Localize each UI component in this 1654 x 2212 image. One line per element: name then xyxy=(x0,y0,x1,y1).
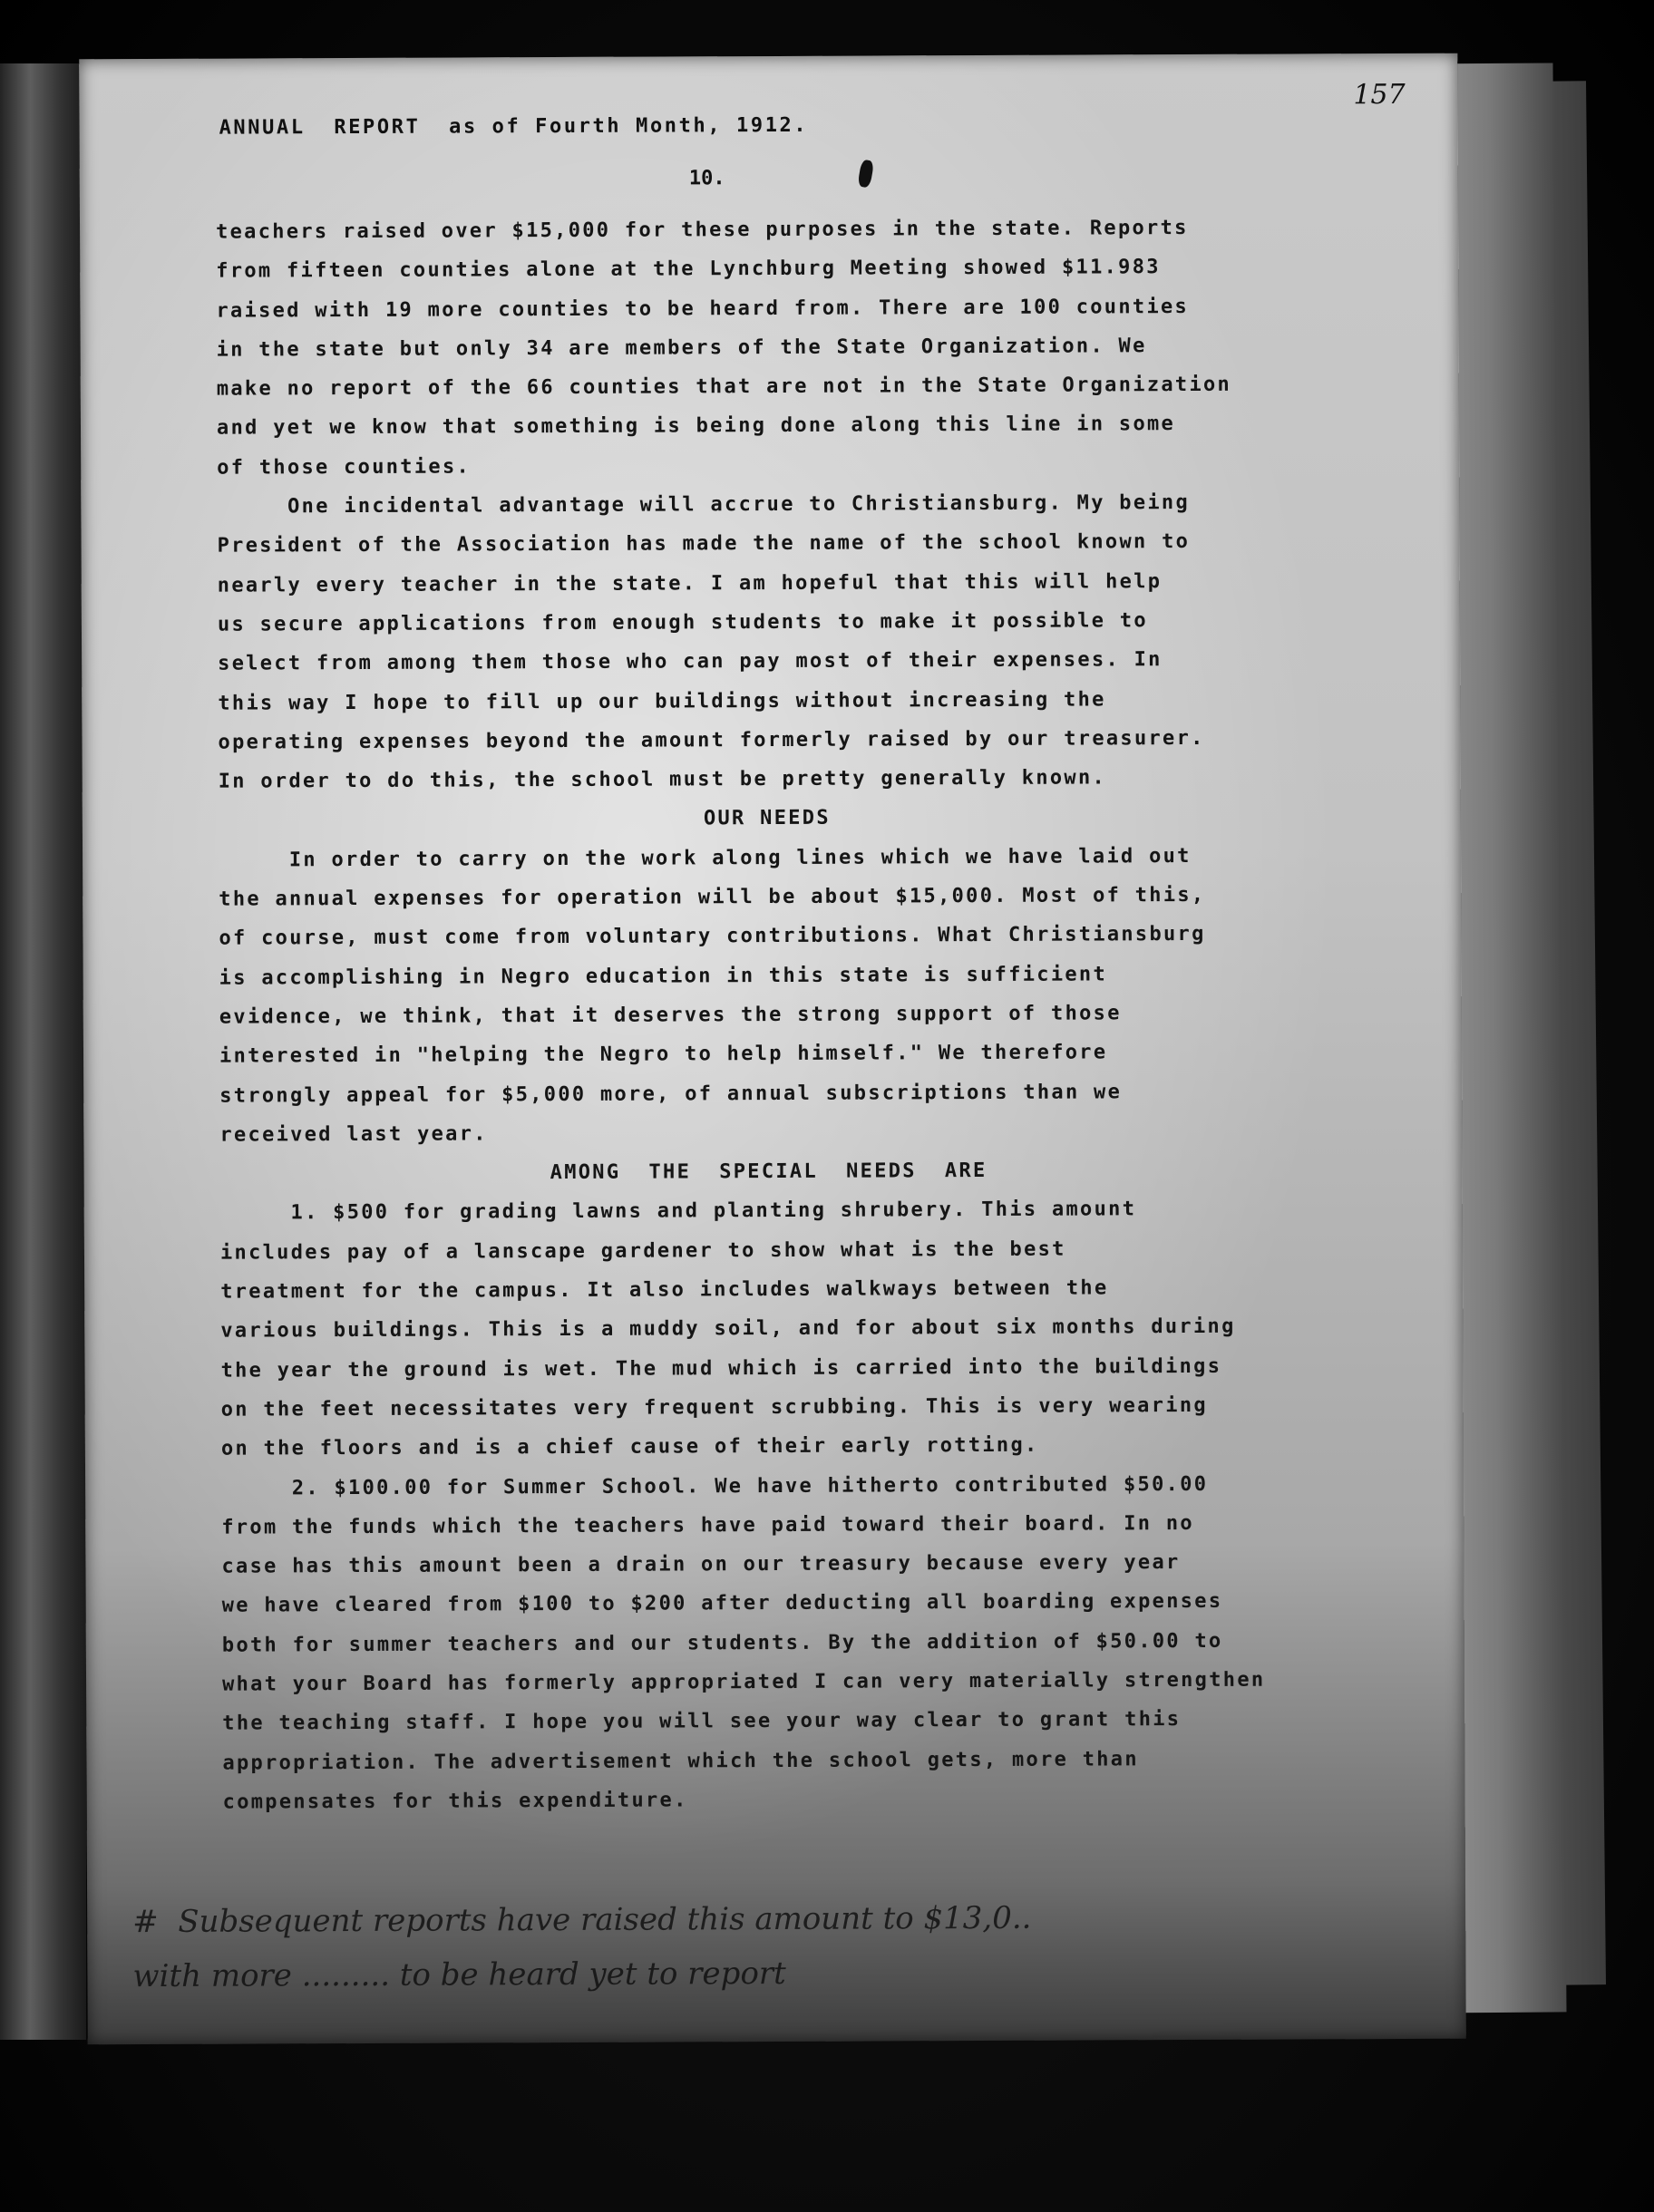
text-line: the teaching staff. I hope you will see your way clear to grant this xyxy=(222,1708,1182,1735)
text-line: case has this amount been a drain on our treasury because every year xyxy=(221,1551,1181,1578)
text-line: the year the ground is wet. The mud which is carried into the buildings xyxy=(220,1354,1222,1382)
text-line: strongly appeal for $5,000 more, of annual subscriptions than we xyxy=(219,1080,1123,1108)
text-line: includes pay of a lanscape gardener to show what is the best xyxy=(219,1237,1066,1265)
typed-page-number: 10. xyxy=(688,167,725,190)
text-line: from fifteen counties alone at the Lynchburg Meeting showed $11.983 xyxy=(216,256,1161,283)
text-line: on the feet necessitates very frequent scrubbing. This is very wearing xyxy=(220,1393,1208,1421)
text-line: us secure applications from enough students to make it possible to xyxy=(217,609,1148,636)
document-page xyxy=(79,53,1466,2045)
text-line: evidence, we think, that it deserves the strong support of those xyxy=(219,1002,1122,1029)
section-heading: AMONG THE SPECIAL NEEDS ARE xyxy=(550,1159,988,1185)
text-line: teachers raised over $15,000 for these purposes in the state. Reports xyxy=(216,216,1189,244)
text-line: appropriation. The advertisement which the school gets, more than xyxy=(222,1747,1139,1775)
typed-body-text xyxy=(216,208,1438,1822)
text-line: In order to do this, the school must be pretty generally known. xyxy=(218,766,1107,793)
ink-smudge xyxy=(857,160,874,189)
text-line: of those counties. xyxy=(217,455,472,480)
text-line: in the state but only 34 are members of the State Organization. We xyxy=(216,335,1147,362)
text-line: select from among them those who can pay most of their expenses. In xyxy=(218,648,1163,675)
text-line: of course, must come from voluntary contributions. What Christiansburg xyxy=(219,923,1206,951)
text-line: treatment for the campus. It also includes walkways between the xyxy=(220,1276,1109,1304)
text-line: and yet we know that something is being done along this line in some xyxy=(216,412,1176,441)
text-line: One incidental advantage will accrue to Christiansburg. My being xyxy=(217,491,1191,519)
handwritten-note-line: # Subsequent reports have raised this amount to $13,0.. xyxy=(132,1899,1032,1941)
text-line: make no report of the 66 counties that are not in the State Organization xyxy=(216,373,1232,401)
handwritten-page-number: 157 xyxy=(1353,78,1406,112)
text-line: various buildings. This is a muddy soil, and for about six months during xyxy=(220,1315,1236,1343)
text-line: the annual expenses for operation will be about $15,000. Most of this, xyxy=(219,883,1206,911)
text-line: received last year. xyxy=(219,1122,488,1147)
text-line: 1. $500 for grading lawns and planting shrubery. This amount xyxy=(219,1198,1137,1226)
handwritten-footnote xyxy=(132,1889,1421,2003)
text-line: operating expenses beyond the amount formerly raised by our treasurer. xyxy=(218,726,1205,754)
text-line: In order to carry on the work along lines which we have laid out xyxy=(219,844,1192,872)
text-line: 2. $100.00 for Summer School. We have hitherto contributed $50.00 xyxy=(221,1472,1209,1500)
text-line: is accomplishing in Negro education in this state is sufficient xyxy=(219,963,1108,990)
text-line: on the floors and is a chief cause of their early rotting. xyxy=(220,1433,1039,1460)
text-line: compensates for this expenditure. xyxy=(222,1789,688,1814)
text-line: from the funds which the teachers have paid toward their board. In no xyxy=(221,1511,1194,1539)
text-line: we have cleared from $100 to $200 after deducting all boarding expenses xyxy=(221,1590,1223,1618)
text-line: nearly every teacher in the state. I am hopeful that this will help xyxy=(217,569,1163,597)
text-line: raised with 19 more counties to be heard from. There are 100 counties xyxy=(216,295,1190,323)
handwritten-note-line: with more ......... to be heard yet to report xyxy=(132,1955,786,1995)
adjacent-page-edge xyxy=(0,63,86,2040)
text-line: this way I hope to fill up our buildings without increasing the xyxy=(218,687,1106,715)
text-line: President of the Association has made the name of the school known to xyxy=(217,530,1191,558)
report-header: ANNUAL REPORT as of Fourth Month, 1912. xyxy=(219,113,809,140)
text-line: what your Board has formerly appropriated I can very materially strengthen xyxy=(221,1668,1266,1696)
text-line: interested in "helping the Negro to help himself." We therefore xyxy=(219,1041,1108,1068)
section-heading: OUR NEEDS xyxy=(703,807,831,830)
text-line: both for summer teachers and our students. By the addition of $50.00 to xyxy=(221,1629,1223,1657)
